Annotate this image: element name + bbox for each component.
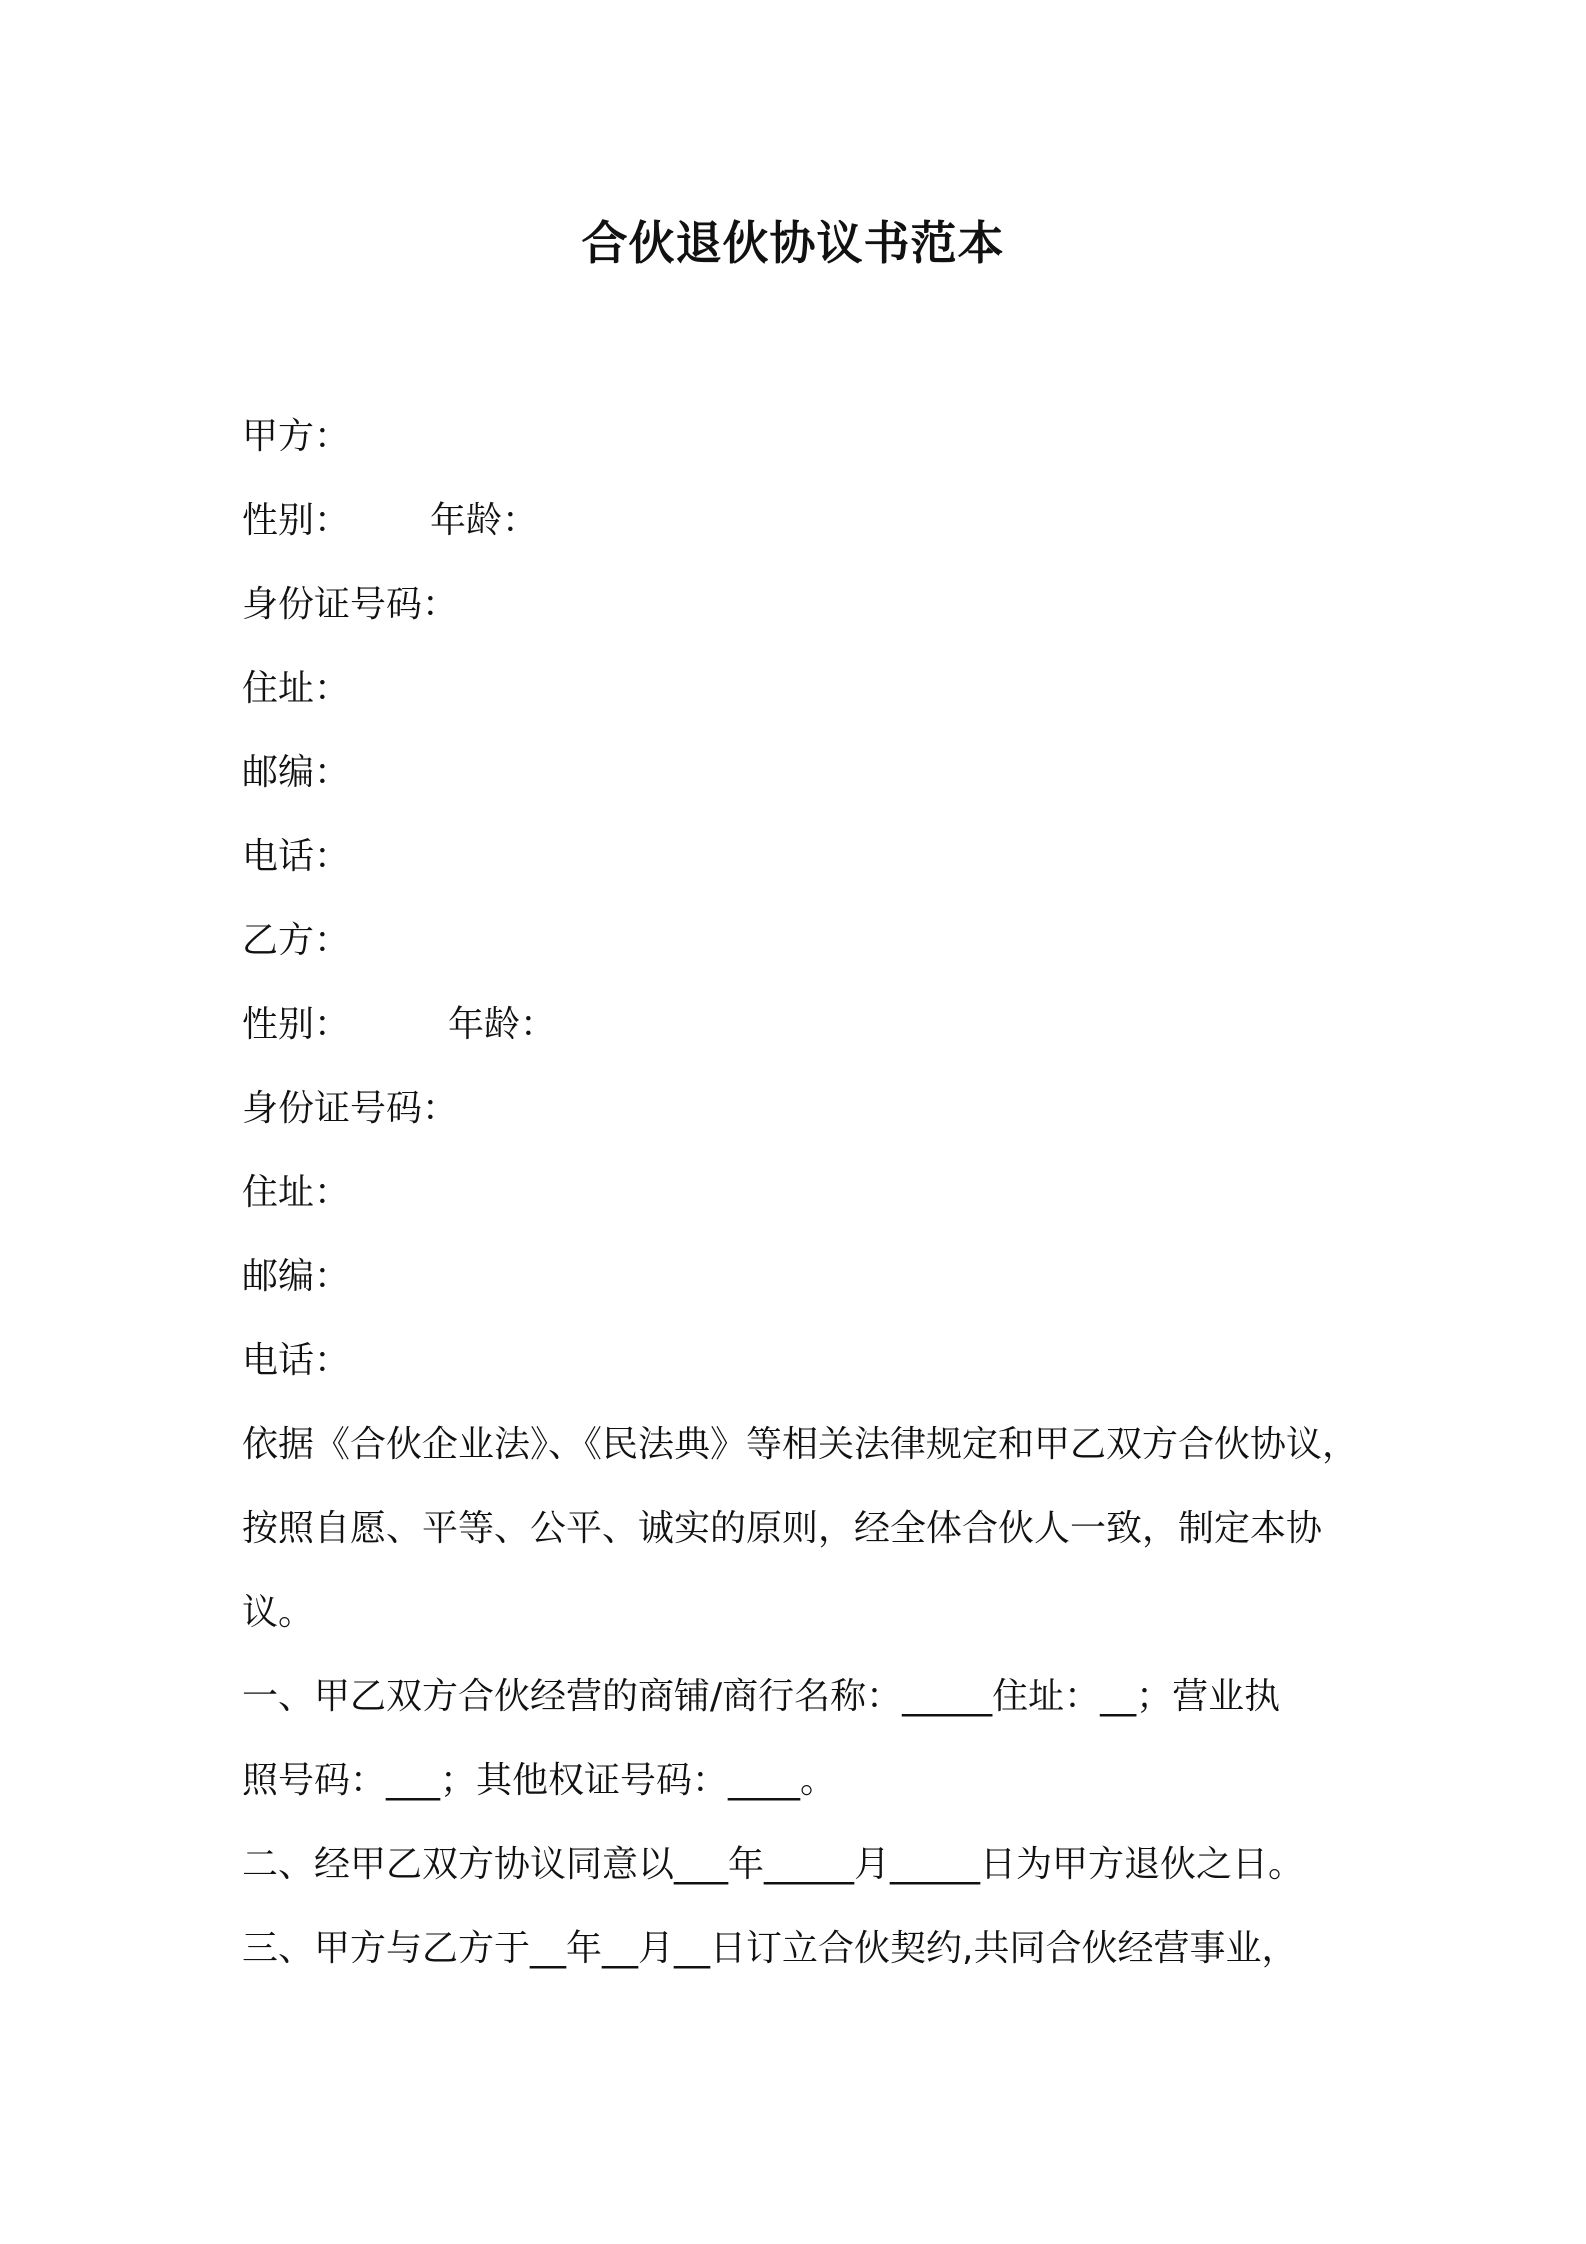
- party-b-age-label: 年龄：: [448, 1004, 557, 1045]
- party-b-label: 乙方：: [242, 920, 351, 961]
- party-a-age-label: 年龄：: [430, 500, 539, 541]
- party-b-gender-age-row: [242, 1000, 556, 1050]
- document-title: 合伙退伙协议书范本: [581, 216, 1005, 270]
- preamble-line: 按照自愿、平等、公平、诚实的原则，经全体合伙人一致，制定本协: [242, 1508, 1323, 1549]
- preamble-line: 议。: [242, 1592, 315, 1633]
- party-b-phone-label: 电话：: [242, 1340, 351, 1381]
- party-b-id-number-label: 身份证号码：: [242, 1088, 459, 1129]
- party-a-gender-label: 性别：: [242, 500, 351, 541]
- clause-3-line: 三、甲方与乙方于__年__月__日订立合伙契约,共同合伙经营事业，: [242, 1928, 1298, 1969]
- party-a-postcode-label: 邮编：: [242, 752, 351, 793]
- clause-1-line: 一、甲乙双方合伙经营的商铺/商行名称：_____住址：__；营业执: [242, 1676, 1281, 1717]
- party-a-gender-age-row: [242, 496, 538, 546]
- party-b-gender-label: 性别：: [242, 1004, 351, 1045]
- party-a-label: 甲方：: [242, 416, 351, 457]
- party-b-address-label: 住址：: [242, 1172, 351, 1213]
- party-a-id-number-label: 身份证号码：: [242, 584, 459, 625]
- party-a-address-label: 住址：: [242, 668, 351, 709]
- clause-1-line: 照号码：___；其他权证号码：____。: [242, 1760, 837, 1801]
- preamble-line: 依据《合伙企业法》、《民法典》等相关法律规定和甲乙双方合伙协议，: [242, 1424, 1359, 1465]
- party-a-phone-label: 电话：: [242, 836, 351, 877]
- clause-2-line: 二、经甲乙双方协议同意以___年_____月_____日为甲方退伙之日。: [242, 1844, 1305, 1885]
- party-b-postcode-label: 邮编：: [242, 1256, 351, 1297]
